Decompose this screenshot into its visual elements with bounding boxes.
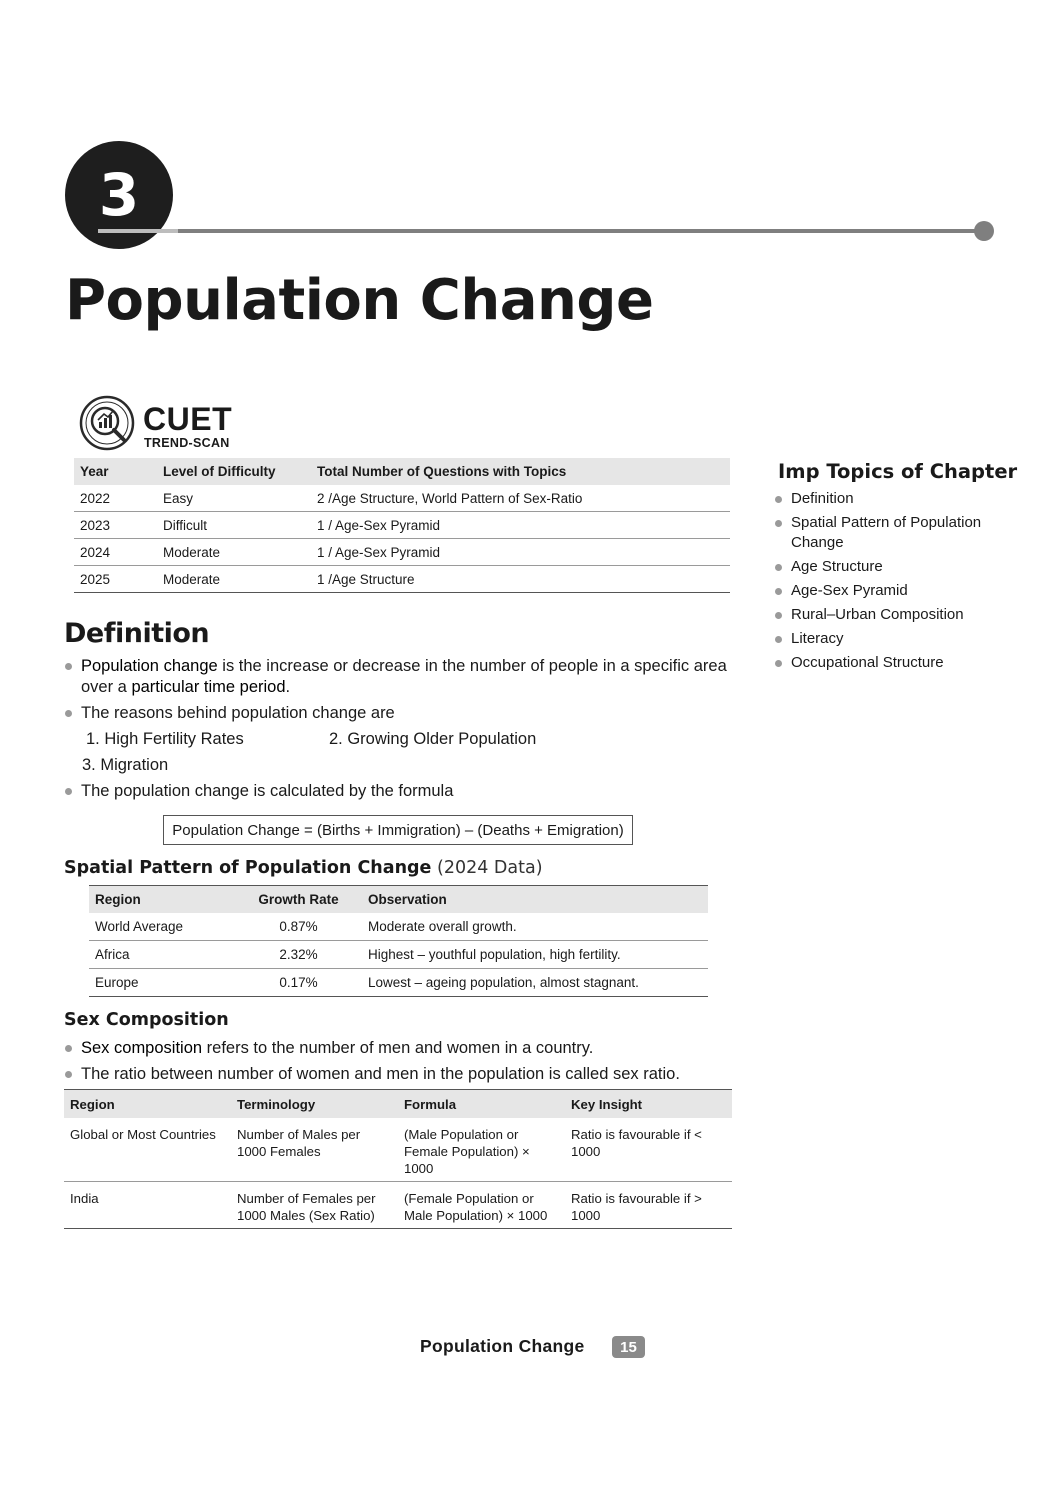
column-header: Level of Difficulty xyxy=(157,458,311,485)
growth-rate-cell: 0.17% xyxy=(235,969,362,997)
table-row xyxy=(74,566,730,593)
terminology-cell: Number of Males per 1000 Females xyxy=(231,1118,398,1182)
topics-cell: 1 / Age-Sex Pyramid xyxy=(311,539,730,566)
growth-rate-cell: 0.87% xyxy=(235,913,362,941)
insight-cell: Ratio is favourable if > 1000 xyxy=(565,1182,732,1229)
list-item: The ratio between number of women and men in the population is called sex ratio. xyxy=(64,1064,734,1085)
key-term: Population change xyxy=(81,657,218,675)
year-cell: 2025 xyxy=(74,566,157,593)
table-row xyxy=(64,1118,732,1182)
sex-composition-bullets xyxy=(64,1038,734,1085)
spatial-pattern-heading xyxy=(64,858,543,878)
list-item xyxy=(64,656,730,698)
trend-scan-table xyxy=(74,458,730,593)
reason-item: 3. Migration xyxy=(82,756,169,774)
chapter-title: Population Change xyxy=(65,268,654,333)
list-item: Definition xyxy=(774,489,1004,509)
footer-chapter-title: Population Change xyxy=(420,1336,585,1356)
insight-cell: Ratio is favourable if < 1000 xyxy=(565,1118,732,1182)
table-header-row xyxy=(64,1090,732,1119)
year-cell: 2022 xyxy=(74,485,157,512)
spatial-heading-sub: (2024 Data) xyxy=(431,858,543,878)
reason-item: 2. Growing Older Population xyxy=(329,730,537,748)
table-row xyxy=(89,913,708,941)
trend-scan-icon xyxy=(79,395,135,451)
chapter-rule xyxy=(178,229,984,233)
difficulty-cell: Easy xyxy=(157,485,311,512)
list-item: Occupational Structure xyxy=(774,653,1004,673)
page-number-badge xyxy=(612,1336,645,1358)
list-item xyxy=(64,1038,734,1059)
column-header: Total Number of Questions with Topics xyxy=(311,458,730,485)
imp-topics-list xyxy=(774,489,1004,677)
formula-box xyxy=(163,815,633,845)
table-row xyxy=(74,512,730,539)
region-cell: India xyxy=(64,1182,231,1229)
terminology-cell: Number of Females per 1000 Males (Sex Ratio) xyxy=(231,1182,398,1229)
definition-bullets xyxy=(64,656,730,698)
page-number: 15 xyxy=(620,1338,637,1356)
reason-item: 1. High Fertility Rates xyxy=(86,730,244,748)
year-cell: 2023 xyxy=(74,512,157,539)
column-header: Year xyxy=(74,458,157,485)
region-cell: Global or Most Countries xyxy=(64,1118,231,1182)
list-item: Literacy xyxy=(774,629,1004,649)
topics-cell: 1 /Age Structure xyxy=(311,566,730,593)
difficulty-cell: Moderate xyxy=(157,539,311,566)
imp-topics-heading: Imp Topics of Chapter xyxy=(778,460,1018,483)
spatial-heading-text: Spatial Pattern of Population Change xyxy=(64,858,432,878)
observation-cell: Highest – youthful population, high fertility. xyxy=(362,941,708,969)
formula-cell: (Male Population or Female Population) × 1000 xyxy=(398,1118,565,1182)
sex-composition-table xyxy=(64,1089,732,1229)
formula-cell: (Female Population or Male Population) × 1000 xyxy=(398,1182,565,1229)
chapter-number: 3 xyxy=(98,161,140,229)
cuet-logo-word: CUET xyxy=(143,401,233,437)
key-term: Sex composition xyxy=(81,1039,203,1057)
chapter-rule-dot xyxy=(974,221,994,241)
region-cell: World Average xyxy=(89,913,235,941)
key-term: particular time period xyxy=(131,678,286,696)
growth-rate-cell: 2.32% xyxy=(235,941,362,969)
topics-cell: 1 / Age-Sex Pyramid xyxy=(311,512,730,539)
table-header-row xyxy=(89,886,708,914)
list-item: Age Structure xyxy=(774,557,1004,577)
column-header: Observation xyxy=(362,886,708,914)
definition-heading: Definition xyxy=(64,618,210,649)
observation-cell: Moderate overall growth. xyxy=(362,913,708,941)
difficulty-cell: Moderate xyxy=(157,566,311,593)
list-item: The population change is calculated by the formula xyxy=(64,781,730,802)
formula-text: Population Change = (Births + Immigration) – (Deaths + Emigration) xyxy=(172,821,624,839)
column-header: Region xyxy=(89,886,235,914)
list-item: Rural–Urban Composition xyxy=(774,605,1004,625)
definition-text: . xyxy=(285,678,291,696)
list-item: Spatial Pattern of Population Change xyxy=(774,513,1004,552)
table-row xyxy=(64,1182,732,1229)
region-cell: Africa xyxy=(89,941,235,969)
topics-cell: 2 /Age Structure, World Pattern of Sex-Ratio xyxy=(311,485,730,512)
column-header: Terminology xyxy=(231,1090,398,1119)
sex-composition-heading: Sex Composition xyxy=(64,1010,229,1030)
table-row xyxy=(74,539,730,566)
observation-cell: Lowest – ageing population, almost stagnant. xyxy=(362,969,708,997)
formula-bullet xyxy=(64,781,730,802)
column-header: Key Insight xyxy=(565,1090,732,1119)
column-header: Formula xyxy=(398,1090,565,1119)
difficulty-cell: Difficult xyxy=(157,512,311,539)
table-row xyxy=(74,485,730,512)
year-cell: 2024 xyxy=(74,539,157,566)
reasons-bullet xyxy=(64,703,730,724)
table-row xyxy=(89,941,708,969)
bullet-text: refers to the number of men and women in a country. xyxy=(202,1039,594,1057)
spatial-pattern-table xyxy=(89,885,708,997)
cuet-logo-subtitle: TREND-SCAN xyxy=(144,436,230,450)
column-header: Growth Rate xyxy=(235,886,362,914)
list-item: The reasons behind population change are xyxy=(64,703,730,724)
list-item: Age-Sex Pyramid xyxy=(774,581,1004,601)
region-cell: Europe xyxy=(89,969,235,997)
chapter-rule-accent xyxy=(98,229,180,233)
column-header: Region xyxy=(64,1090,231,1119)
table-row xyxy=(89,969,708,997)
definition-text: is the increase or decrease in the number of people in a specific area over a xyxy=(81,657,727,696)
table-header-row xyxy=(74,458,730,485)
